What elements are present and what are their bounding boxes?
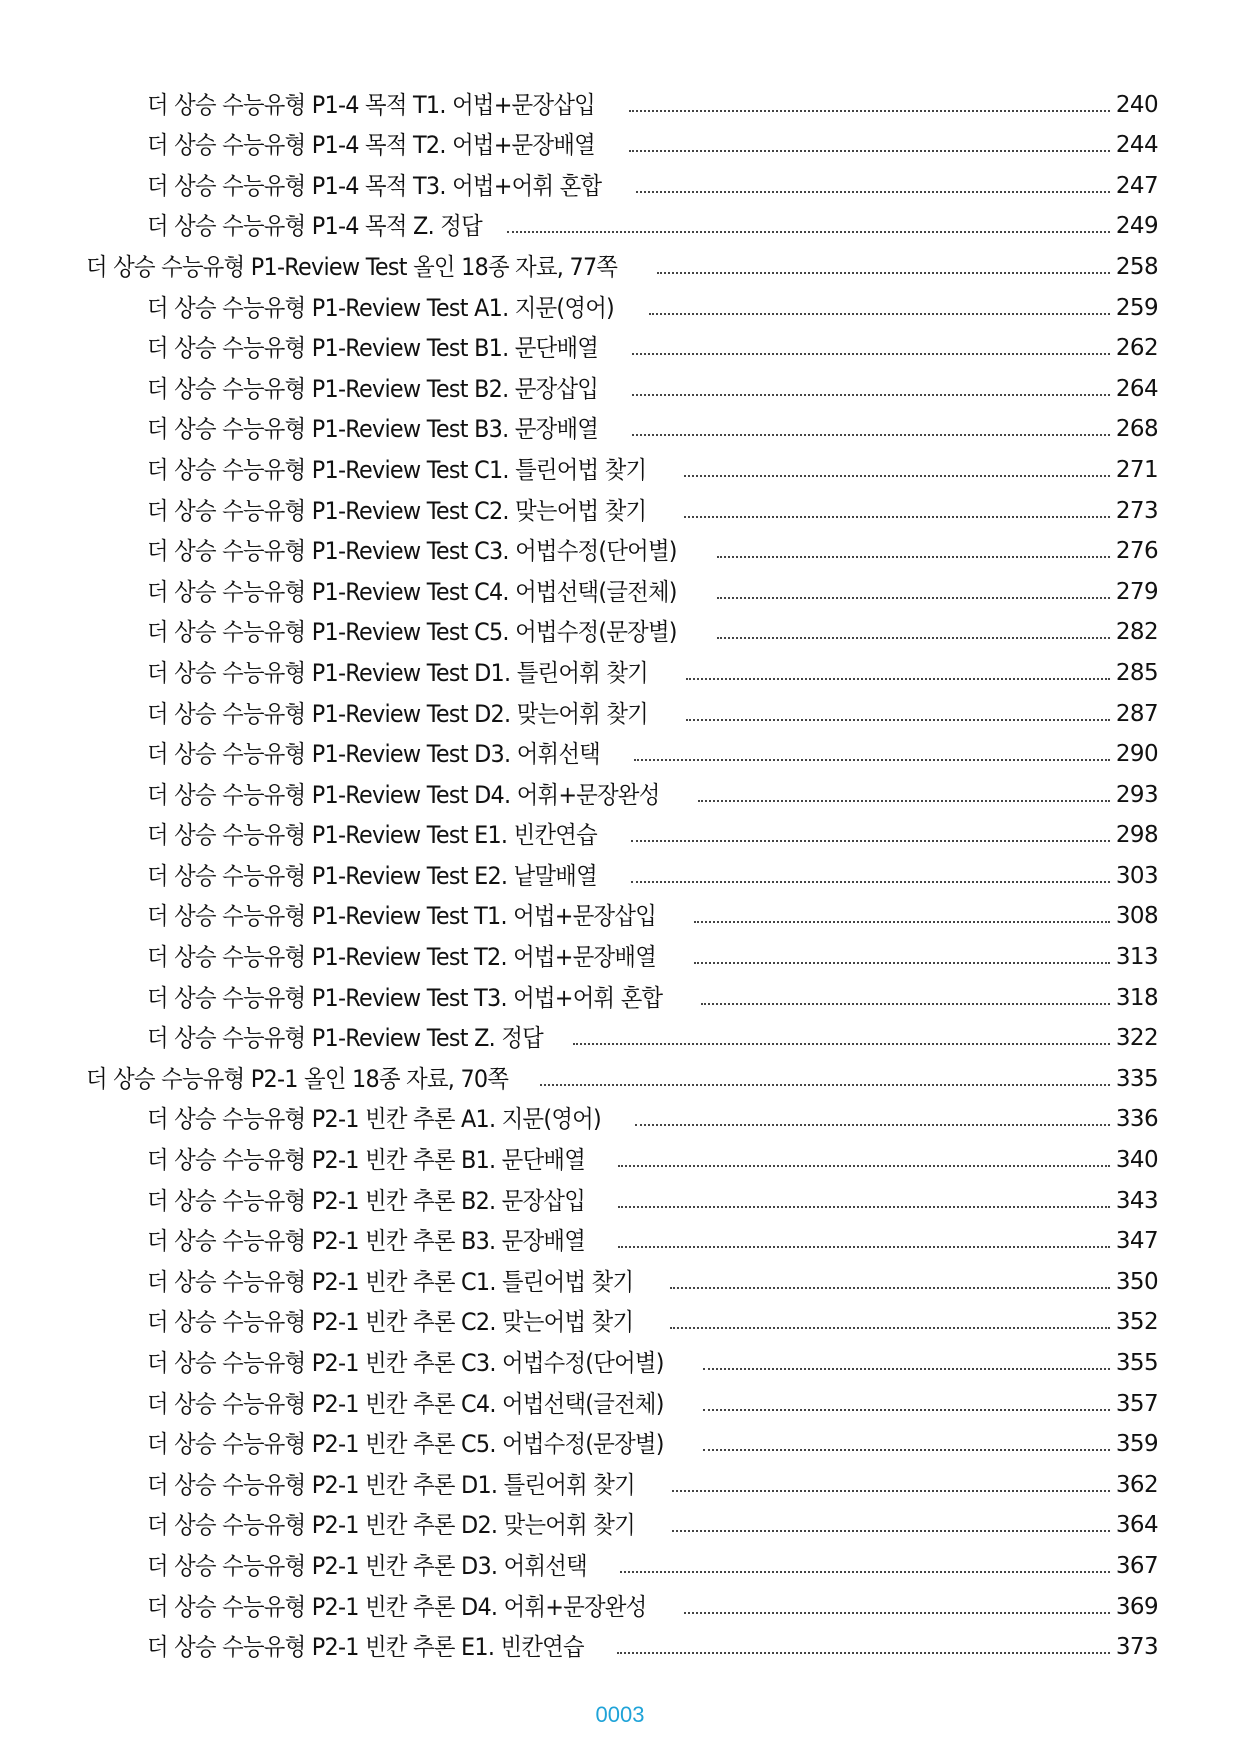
toc-entry-page: 303 [1115,862,1158,889]
dot-leader [632,434,1110,436]
toc-entry[interactable] [0,368,1240,409]
dot-leader [629,150,1110,152]
toc-entry[interactable] [0,1342,1240,1383]
dot-leader [694,962,1110,964]
toc-entry-title: 더 상승 수능유형 P1-Review Test E1. 빈칸연습 [147,821,597,850]
toc-entry-title: 더 상승 수능유형 P1-Review Test C4. 어법선택(글전체) [147,577,677,606]
toc-entry-title: 더 상승 수능유형 P1-4 목적 T2. 어법+문장배열 [147,131,595,160]
toc-entry[interactable] [0,1099,1240,1140]
dot-leader [620,1571,1110,1573]
toc-entry-title: 더 상승 수능유형 P1-4 목적 T1. 어법+문장삽입 [147,90,595,119]
toc-entry-title: 더 상승 수능유형 P1-Review Test D1. 틀린어휘 찾기 [147,658,648,687]
toc-entry-page: 258 [1115,253,1158,280]
toc-entry-title: 더 상승 수능유형 P1-4 목적 T3. 어법+어휘 혼합 [147,171,602,200]
toc-entry-page: 335 [1115,1065,1158,1092]
toc-entry[interactable] [0,1383,1240,1424]
toc-entry-page: 355 [1115,1350,1158,1376]
toc-entry-page: 273 [1115,497,1158,524]
toc-entry[interactable] [0,1018,1240,1059]
toc-entry[interactable] [0,571,1240,612]
dot-leader [684,1612,1110,1614]
dot-leader [703,1368,1110,1370]
toc-entry-page: 352 [1115,1309,1158,1336]
toc-entry-page: 262 [1115,335,1158,362]
toc-entry[interactable] [0,612,1240,653]
toc-entry-title: 더 상승 수능유형 P1-Review Test C2. 맞는어법 찾기 [147,496,647,525]
dot-leader [684,516,1110,518]
dot-leader [717,637,1110,639]
dot-leader [701,1003,1110,1005]
dot-leader [632,394,1110,396]
toc-entry-title: 더 상승 수능유형 P2-1 빈칸 추론 A1. 지문(영어) [147,1105,601,1134]
dot-leader [540,1084,1110,1086]
toc-entry-title: 더 상승 수능유형 P2-1 빈칸 추론 D3. 어휘선택 [147,1551,587,1580]
toc-entry[interactable] [0,490,1240,531]
toc-entry[interactable] [0,1464,1240,1505]
toc-entry-title: 더 상승 수능유형 P2-1 빈칸 추론 D2. 맞는어휘 찾기 [147,1511,635,1540]
toc-entry-page: 244 [1115,132,1158,159]
toc-entry-page: 249 [1115,213,1158,240]
toc-entry-title: 더 상승 수능유형 P2-1 빈칸 추론 B2. 문장삽입 [147,1186,586,1215]
toc-entry[interactable] [0,1139,1240,1180]
toc-entry-title: 더 상승 수능유형 P2-1 빈칸 추론 B3. 문장배열 [147,1227,586,1256]
dot-leader [573,1043,1110,1045]
dot-leader [670,1287,1110,1289]
toc-entry-page: 298 [1115,822,1158,849]
toc-entry-title: 더 상승 수능유형 P2-1 빈칸 추론 E1. 빈칸연습 [147,1633,584,1662]
dot-leader [670,1327,1110,1329]
toc-entry-title: 더 상승 수능유형 P1-Review Test T3. 어법+어휘 혼합 [147,983,663,1012]
toc-entry-title: 더 상승 수능유형 P1-Review Test 올인 18종 자료, 77쪽 [86,252,618,281]
toc-entry-page: 287 [1115,700,1158,727]
toc-entry-title: 더 상승 수능유형 P1-Review Test E2. 낱말배열 [147,861,597,890]
toc-entry-title: 더 상승 수능유형 P1-Review Test D4. 어휘+문장완성 [147,780,660,809]
toc-entry-page: 279 [1115,578,1158,605]
toc-entry-page: 359 [1115,1431,1158,1458]
dot-leader [632,353,1110,355]
toc-entry[interactable] [0,734,1240,775]
toc-entry-title: 더 상승 수능유형 P2-1 빈칸 추론 C3. 어법수정(단어별) [147,1349,664,1377]
toc-entry[interactable] [0,409,1240,450]
table-of-contents [0,84,1240,1667]
toc-entry-page: 282 [1115,619,1158,646]
toc-entry-page: 373 [1115,1634,1158,1661]
toc-entry-title: 더 상승 수능유형 P1-4 목적 Z. 정답 [147,212,482,241]
dot-leader [507,231,1110,233]
toc-entry-page: 343 [1115,1187,1158,1214]
toc-entry-page: 340 [1115,1147,1158,1174]
toc-entry-title: 더 상승 수능유형 P2-1 빈칸 추론 C2. 맞는어법 찾기 [147,1308,634,1337]
dot-leader [649,313,1110,315]
toc-section-entry[interactable] [0,1058,1240,1099]
toc-entry[interactable] [0,1221,1240,1262]
dot-leader [631,881,1110,883]
dot-leader [618,1206,1110,1208]
toc-section-entry[interactable] [0,246,1240,287]
toc-entry-title: 더 상승 수능유형 P1-Review Test B2. 문장삽입 [147,374,599,403]
page-number: 0003 [595,1702,645,1727]
toc-entry-page: 285 [1115,659,1158,686]
toc-entry-page: 313 [1115,944,1158,971]
dot-leader [618,1246,1110,1248]
toc-entry[interactable] [0,287,1240,328]
dot-leader [698,800,1110,802]
toc-entry[interactable] [0,693,1240,734]
toc-entry-page: 268 [1115,416,1158,443]
toc-entry-page: 308 [1115,903,1158,930]
toc-entry-title: 더 상승 수능유형 P1-Review Test C3. 어법수정(단어별) [147,537,677,566]
toc-entry-title: 더 상승 수능유형 P2-1 빈칸 추론 B1. 문단배열 [147,1146,586,1175]
toc-entry-page: 276 [1115,538,1158,565]
toc-entry-title: 더 상승 수능유형 P1-Review Test C1. 틀린어법 찾기 [147,455,647,484]
toc-entry-page: 240 [1115,91,1158,118]
toc-entry-title: 더 상승 수능유형 P1-Review Test A1. 지문(영어) [147,293,614,322]
toc-entry-title: 더 상승 수능유형 P2-1 빈칸 추론 C5. 어법수정(문장별) [147,1430,664,1459]
toc-entry-title: 더 상승 수능유형 P1-Review Test B3. 문장배열 [147,415,599,444]
toc-entry-title: 더 상승 수능유형 P2-1 빈칸 추론 C4. 어법선택(글전체) [147,1389,664,1418]
toc-entry[interactable] [0,1302,1240,1343]
toc-entry[interactable] [0,855,1240,896]
toc-entry[interactable] [0,815,1240,856]
toc-entry-page: 367 [1115,1552,1158,1579]
toc-entry-title: 더 상승 수능유형 P2-1 올인 18종 자료, 70쪽 [86,1064,509,1093]
dot-leader [694,921,1110,923]
dot-leader [703,1449,1110,1451]
toc-entry-page: 336 [1115,1106,1158,1133]
toc-entry-page: 259 [1115,294,1158,321]
toc-entry-page: 347 [1115,1228,1158,1255]
toc-entry-page: 369 [1115,1593,1158,1620]
dot-leader [672,1530,1110,1532]
toc-entry-page: 357 [1115,1390,1158,1417]
toc-entry-page: 247 [1115,172,1158,199]
toc-entry[interactable] [0,206,1240,247]
toc-entry[interactable] [0,1261,1240,1302]
dot-leader [703,1409,1110,1411]
toc-entry-page: 264 [1115,375,1158,402]
toc-entry[interactable] [0,449,1240,490]
dot-leader [684,475,1110,477]
dot-leader [631,840,1110,842]
toc-entry[interactable] [0,328,1240,369]
toc-entry[interactable] [0,1180,1240,1221]
toc-entry-title: 더 상승 수능유형 P2-1 빈칸 추론 C1. 틀린어법 찾기 [147,1267,634,1296]
dot-leader [672,1490,1110,1492]
dot-leader [618,1165,1110,1167]
toc-entry-title: 더 상승 수능유형 P1-Review Test T2. 어법+문장배열 [147,943,657,972]
dot-leader [629,110,1110,112]
dot-leader [636,191,1110,193]
toc-entry[interactable] [0,1545,1240,1586]
toc-entry-page: 293 [1115,781,1158,808]
toc-entry[interactable] [0,1586,1240,1627]
toc-entry-page: 290 [1115,741,1158,768]
dot-leader [617,1652,1110,1654]
toc-entry-page: 318 [1115,984,1158,1011]
toc-entry-title: 더 상승 수능유형 P1-Review Test C5. 어법수정(문장별) [147,618,677,647]
dot-leader [717,597,1110,599]
toc-entry[interactable] [0,125,1240,166]
toc-entry-title: 더 상승 수능유형 P1-Review Test Z. 정답 [147,1024,543,1053]
dot-leader [717,556,1110,558]
toc-entry[interactable] [0,1505,1240,1546]
toc-entry[interactable] [0,652,1240,693]
toc-entry[interactable] [0,977,1240,1018]
toc-entry[interactable] [0,84,1240,125]
toc-entry[interactable] [0,936,1240,977]
toc-entry-page: 362 [1115,1471,1158,1498]
dot-leader [686,678,1110,680]
dot-leader [635,1124,1110,1126]
toc-entry[interactable] [0,1627,1240,1668]
toc-entry-page: 364 [1115,1512,1158,1539]
toc-entry-title: 더 상승 수능유형 P1-Review Test B1. 문단배열 [147,334,599,363]
toc-entry[interactable] [0,896,1240,937]
toc-entry-page: 350 [1115,1268,1158,1295]
toc-entry[interactable] [0,531,1240,572]
dot-leader [634,759,1110,761]
dot-leader [657,272,1110,274]
toc-entry-title: 더 상승 수능유형 P2-1 빈칸 추론 D4. 어휘+문장완성 [147,1592,647,1621]
toc-entry-title: 더 상승 수능유형 P1-Review Test D2. 맞는어휘 찾기 [147,699,648,728]
toc-entry-title: 더 상승 수능유형 P2-1 빈칸 추론 D1. 틀린어휘 찾기 [147,1470,635,1499]
toc-entry-title: 더 상승 수능유형 P1-Review Test T1. 어법+문장삽입 [147,902,657,931]
toc-entry-page: 271 [1115,456,1158,483]
toc-entry-page: 322 [1115,1025,1158,1052]
toc-entry[interactable] [0,165,1240,206]
dot-leader [686,719,1110,721]
toc-entry[interactable] [0,774,1240,815]
toc-entry[interactable] [0,1424,1240,1465]
toc-entry-title: 더 상승 수능유형 P1-Review Test D3. 어휘선택 [147,740,600,769]
